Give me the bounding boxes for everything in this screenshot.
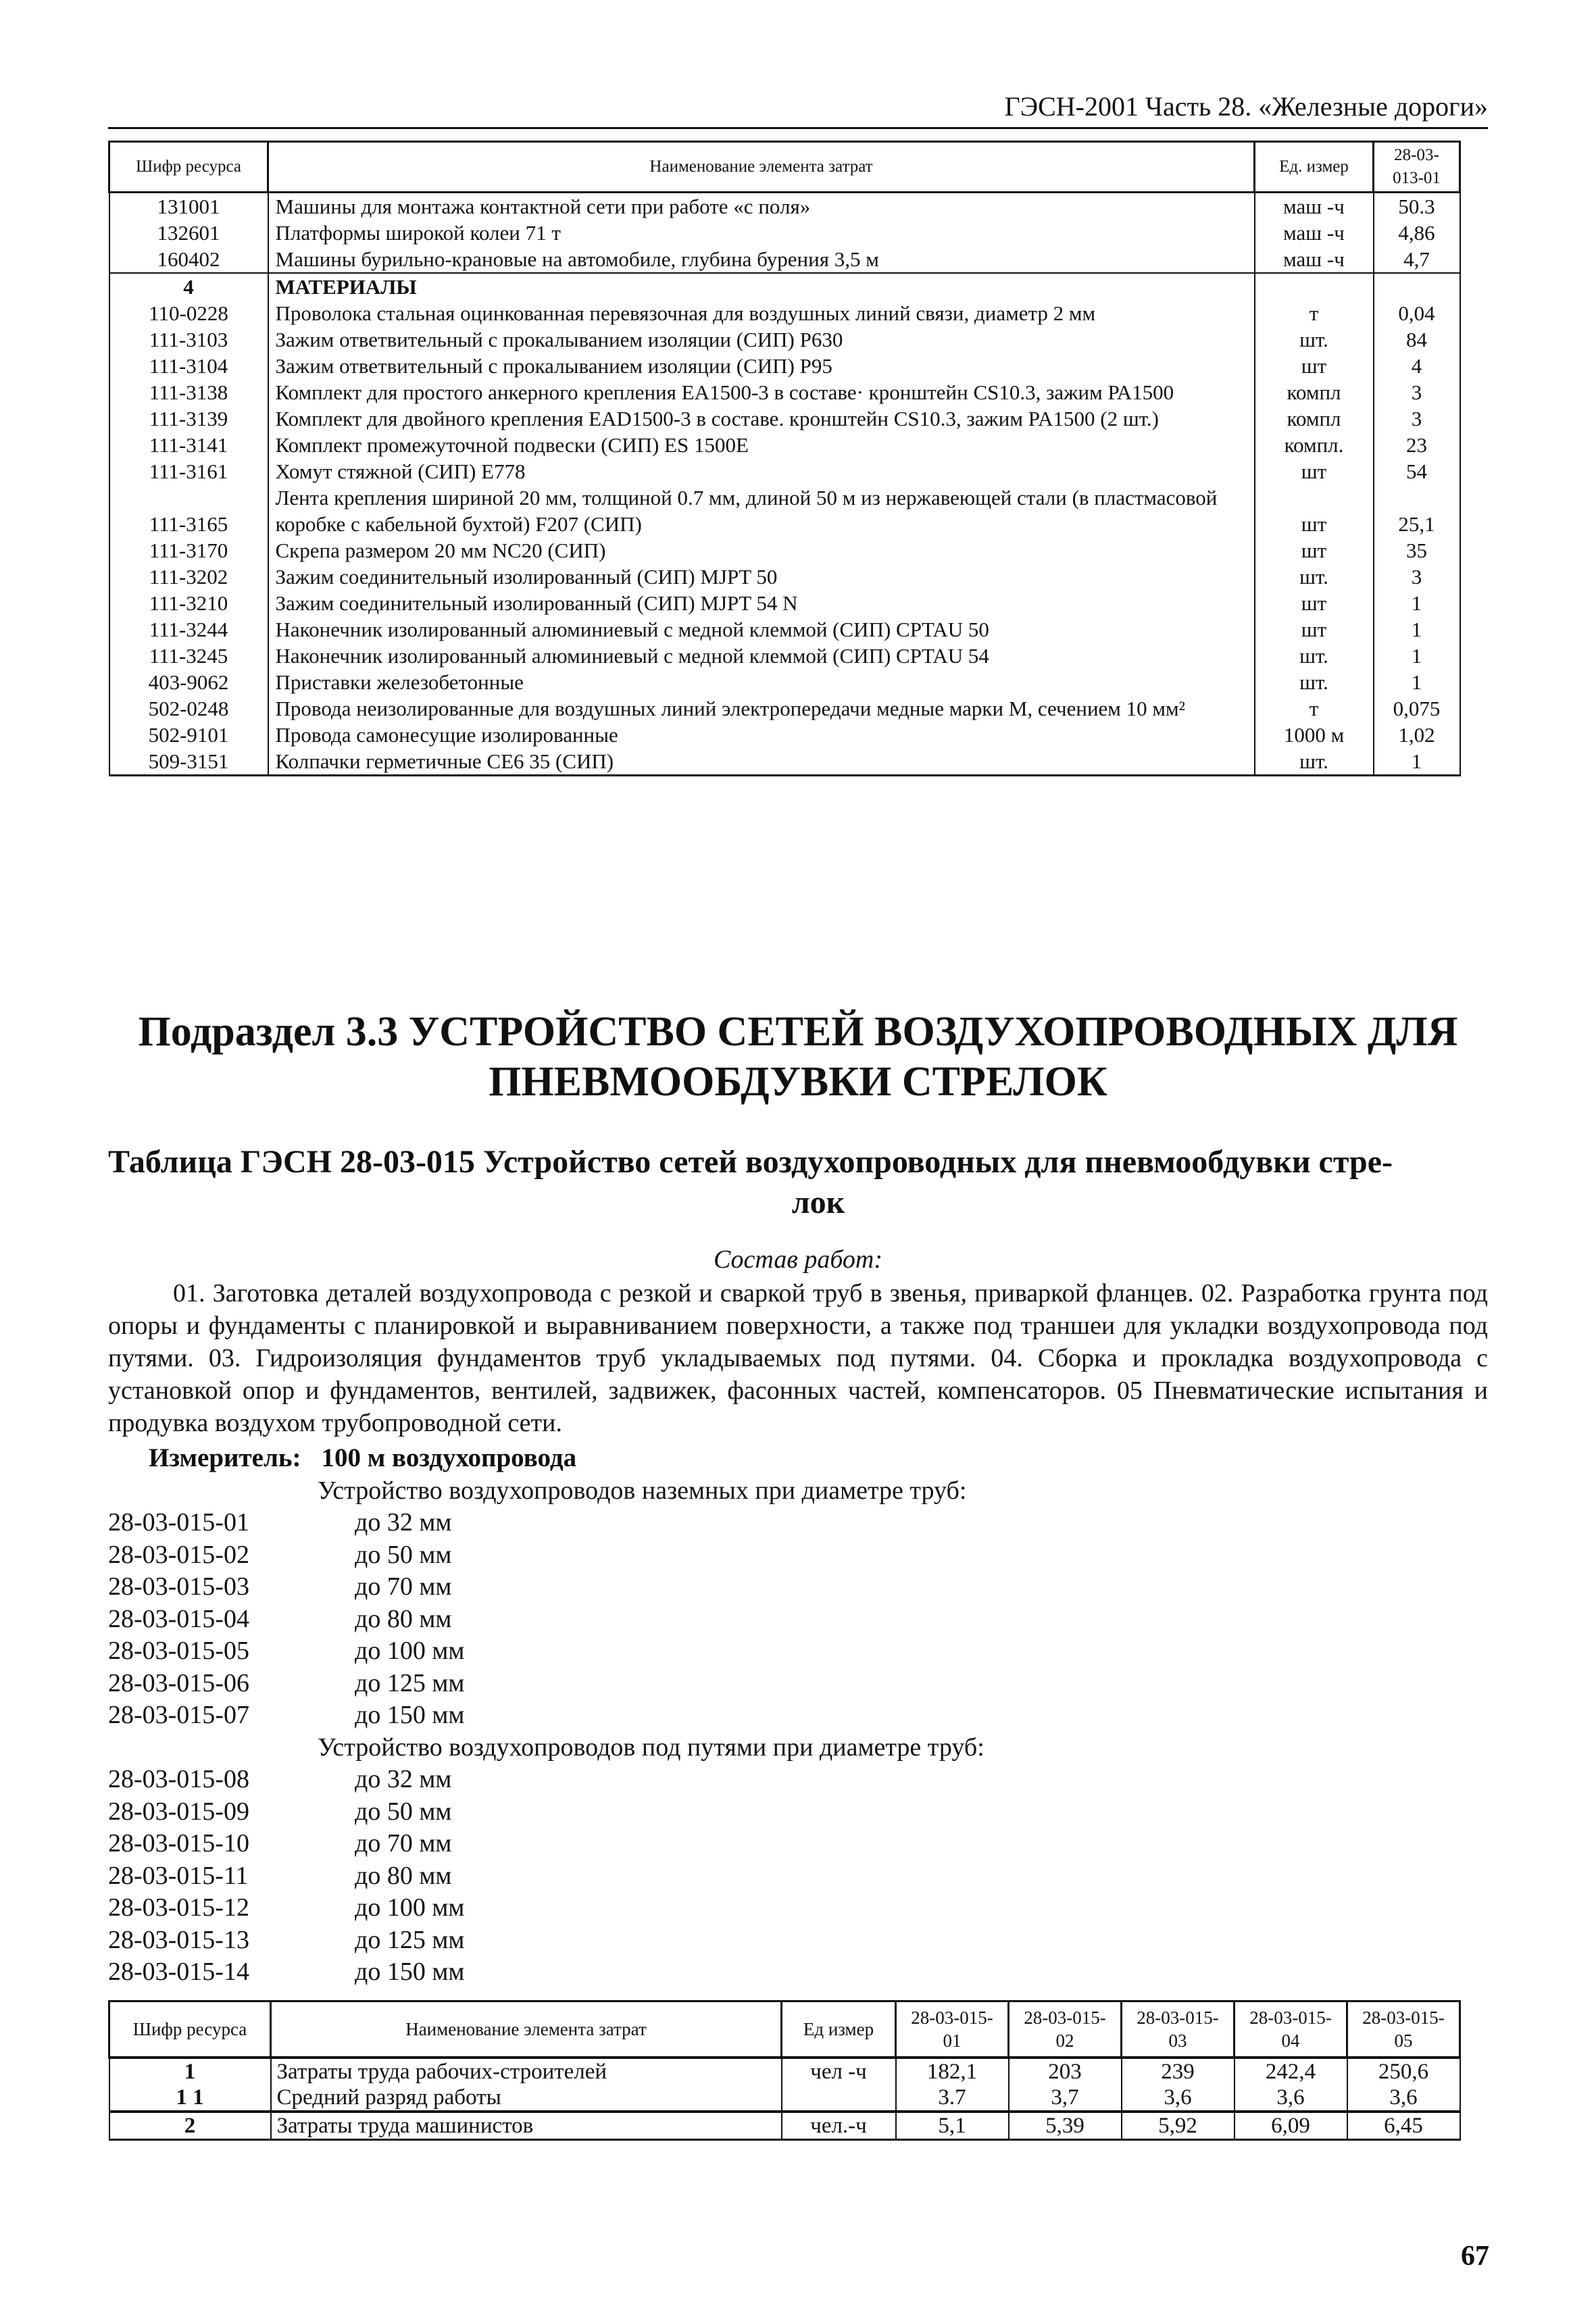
header-code: Шифр ресурса [109, 2001, 271, 2058]
cell-name: Хомут стяжной (СИП) Е778 [268, 458, 1255, 484]
cell-value: 5,92 [1122, 2112, 1235, 2140]
cell-unit: компл. [1255, 432, 1374, 458]
cell-unit: шт [1255, 590, 1374, 616]
cell-value: 3,6 [1347, 2085, 1460, 2112]
cell-unit: компл [1255, 405, 1374, 432]
cell-code: 131001 [109, 193, 268, 220]
item-diameter: до 32 мм [355, 1508, 452, 1537]
cell-unit [1255, 273, 1374, 300]
item-diameter: до 32 мм [355, 1765, 452, 1793]
item-code: 28-03-015-04 [108, 1604, 249, 1633]
cell-name: Наконечник изолированный алюминиевый с медной клеммой (СИП) CPTAU 50 [268, 616, 1255, 643]
item-diameter: до 100 мм [355, 1893, 465, 1922]
list-item [108, 1699, 716, 1732]
cell-value: 0,075 [1374, 695, 1460, 722]
cell-unit: шт. [1255, 564, 1374, 590]
resources-table-body [109, 193, 1460, 776]
table-row [109, 458, 1460, 484]
table-row [109, 537, 1460, 564]
table-row [109, 722, 1460, 748]
table-row [109, 590, 1460, 616]
list-item [108, 1764, 716, 1796]
table-row [109, 695, 1460, 722]
item-diameter: до 125 мм [355, 1925, 465, 1954]
cell-value: 3,7 [1009, 2085, 1122, 2112]
item-diameter: до 50 мм [355, 1797, 452, 1826]
cell-code: 111-3139 [109, 405, 268, 432]
list-item [108, 1603, 716, 1636]
cell-name: Зажим соединительный изолированный (СИП) MJPT 50 [268, 564, 1255, 590]
header-name: Наименование элемента затрат [271, 2001, 782, 2058]
list-item [108, 1635, 716, 1668]
cell-unit: маш -ч [1255, 220, 1374, 246]
group-heading-surface: Устройство воздухопроводов наземных при диаметре труб: [318, 1476, 967, 1505]
cell-unit: т [1255, 300, 1374, 326]
cell-name: Средний разряд работы [271, 2085, 782, 2112]
item-code: 28-03-015-12 [108, 1893, 249, 1922]
cell-value: 239 [1122, 2058, 1235, 2085]
resources-table-015-body [109, 2058, 1460, 2140]
table-title [108, 1142, 1488, 1223]
cell-name: Проволока стальная оцинкованная перевязочная для воздушных линий связи, диаметр 2 мм [268, 300, 1255, 326]
cell-name: МАТЕРИАЛЫ [268, 273, 1255, 300]
cell-value: 23 [1374, 432, 1460, 458]
cell-name: Скрепа размером 20 мм NC20 (СИП) [268, 537, 1255, 564]
cell-unit: компл [1255, 379, 1374, 405]
table-row [109, 353, 1460, 379]
cell-value: 54 [1374, 458, 1460, 484]
item-code: 28-03-015-02 [108, 1540, 249, 1569]
table-row [109, 748, 1460, 776]
cell-code: 4 [109, 273, 268, 300]
header-name: Наименование элемента затрат [268, 142, 1255, 193]
header-unit: Ед измер [782, 2001, 896, 2058]
cell-name: Колпачки герметичные СЕ6 35 (СИП) [268, 748, 1255, 776]
cell-code: 111-3210 [109, 590, 268, 616]
cell-value [1374, 273, 1460, 300]
header-code: Шифр ресурса [109, 142, 268, 193]
cell-value: 6,45 [1347, 2112, 1460, 2140]
cell-name: Приставки железобетонные [268, 669, 1255, 695]
table-row [109, 432, 1460, 458]
cell-unit: шт [1255, 353, 1374, 379]
item-code: 28-03-015-14 [108, 1958, 249, 1986]
cell-code: 111-3104 [109, 353, 268, 379]
cell-value: 1,02 [1374, 722, 1460, 748]
group-heading-under-tracks: Устройство воздухопроводов под путями при диаметре труб: [318, 1733, 984, 1762]
item-diameter: до 50 мм [355, 1540, 452, 1569]
cell-code: 160402 [109, 246, 268, 273]
table-row [109, 643, 1460, 669]
cell-unit: т [1255, 695, 1374, 722]
resources-table-continued [108, 141, 1461, 776]
header-col: 28-03-015-05 [1347, 2001, 1460, 2058]
cell-value: 25,1 [1374, 484, 1460, 537]
cell-value: 182,1 [896, 2058, 1009, 2085]
cell-value: 35 [1374, 537, 1460, 564]
cell-unit: шт [1255, 616, 1374, 643]
header-col: 28-03-015-04 [1235, 2001, 1347, 2058]
cell-value: 1 [1374, 748, 1460, 776]
item-list-under-tracks [108, 1764, 716, 1989]
cell-value: 1 [1374, 669, 1460, 695]
header-col: 28-03-015-03 [1122, 2001, 1235, 2058]
cell-code: 502-9101 [109, 722, 268, 748]
cell-unit: шт. [1255, 326, 1374, 353]
item-code: 28-03-015-10 [108, 1829, 249, 1858]
section-title: Подраздел 3.3 УСТРОЙСТВО СЕТЕЙ ВОЗДУХОПРОВОДНЫХ ДЛЯ ПНЕВМООБДУВКИ СТРЕЛОК [138, 1009, 1458, 1105]
list-item [108, 1571, 716, 1603]
table-row [109, 616, 1460, 643]
cell-code: 1 [109, 2058, 271, 2085]
cell-value: 1 [1374, 616, 1460, 643]
header-unit: Ед. измер [1255, 142, 1374, 193]
table-row [109, 669, 1460, 695]
cell-unit: маш -ч [1255, 246, 1374, 273]
table-row [109, 246, 1460, 273]
cell-value: 3,6 [1235, 2085, 1347, 2112]
item-code: 28-03-015-01 [108, 1508, 249, 1537]
item-diameter: до 80 мм [355, 1861, 452, 1890]
measure-label: Измеритель: [149, 1443, 301, 1472]
running-head: ГЭСН-2001 Часть 28. «Железные дороги» [108, 86, 1488, 129]
cell-code: 509-3151 [109, 748, 268, 776]
cell-name: Зажим ответвительный с прокалыванием изоляции (СИП) Р630 [268, 326, 1255, 353]
cell-value: 6,09 [1235, 2112, 1347, 2140]
cell-unit: шт. [1255, 643, 1374, 669]
table-row [109, 2058, 1460, 2085]
cell-name: Наконечник изолированный алюминиевый с медной клеммой (СИП) CPTAU 54 [268, 643, 1255, 669]
table-row [109, 405, 1460, 432]
cell-code: 111-3170 [109, 537, 268, 564]
list-item [108, 1892, 716, 1924]
cell-name: Комплект промежуточной подвески (СИП) ES 1500E [268, 432, 1255, 458]
item-list-surface [108, 1507, 716, 1732]
list-item [108, 1956, 716, 1989]
table-row [109, 484, 1460, 537]
cell-value: 203 [1009, 2058, 1122, 2085]
cell-code: 132601 [109, 220, 268, 246]
cell-unit: шт [1255, 537, 1374, 564]
cell-code: 110-0228 [109, 300, 268, 326]
item-diameter: до 125 мм [355, 1668, 465, 1697]
header-col: 28-03-015-02 [1009, 2001, 1122, 2058]
list-item [108, 1507, 716, 1539]
measure-line [149, 1443, 576, 1474]
table-row [109, 300, 1460, 326]
cell-unit: чел.-ч [782, 2112, 896, 2140]
table-row [109, 2085, 1460, 2112]
cell-unit: маш -ч [1255, 193, 1374, 220]
composition-heading: Состав работ: [713, 1245, 883, 1274]
cell-value: 4 [1374, 353, 1460, 379]
item-code: 28-03-015-13 [108, 1925, 249, 1954]
cell-unit: чел -ч [782, 2058, 896, 2085]
cell-value: 250,6 [1347, 2058, 1460, 2085]
cell-name: Машины для монтажа контактной сети при работе «с поля» [268, 193, 1255, 220]
cell-code: 111-3165 [109, 484, 268, 537]
page-number: 67 [1461, 2241, 1489, 2272]
cell-value: 3 [1374, 564, 1460, 590]
cell-name: Зажим ответвительный с прокалыванием изоляции (СИП) Р95 [268, 353, 1255, 379]
cell-unit: 1000 м [1255, 722, 1374, 748]
item-code: 28-03-015-11 [108, 1861, 249, 1890]
header-col: 28-03-015-01 [896, 2001, 1009, 2058]
cell-name: Машины бурильно-крановые на автомобиле, глубина бурения 3,5 м [268, 246, 1255, 273]
cell-value: 84 [1374, 326, 1460, 353]
cell-value: 3 [1374, 405, 1460, 432]
item-code: 28-03-015-09 [108, 1797, 249, 1826]
cell-value: 3.7 [896, 2085, 1009, 2112]
table-title-line2: лок [791, 1185, 845, 1220]
cell-code: 111-3245 [109, 643, 268, 669]
cell-name: Провода самонесущие изолированные [268, 722, 1255, 748]
cell-value: 1 [1374, 643, 1460, 669]
cell-code: 111-3244 [109, 616, 268, 643]
cell-value: 0,04 [1374, 300, 1460, 326]
list-item [108, 1828, 716, 1860]
list-item [108, 1924, 716, 1957]
cell-code: 502-0248 [109, 695, 268, 722]
cell-name: Затраты труда рабочих-строителей [271, 2058, 782, 2085]
item-code: 28-03-015-08 [108, 1765, 249, 1793]
list-item [108, 1668, 716, 1700]
cell-name: Провода неизолированные для воздушных линий электропередачи медные марки М, сечением 10 мм² [268, 695, 1255, 722]
cell-value: 242,4 [1235, 2058, 1347, 2085]
table-row [109, 379, 1460, 405]
item-diameter: до 150 мм [355, 1958, 465, 1986]
cell-name: Зажим соединительный изолированный (СИП) MJPT 54 N [268, 590, 1255, 616]
cell-value: 4,7 [1374, 246, 1460, 273]
item-diameter: до 80 мм [355, 1604, 452, 1633]
table-row [109, 326, 1460, 353]
table-row [109, 564, 1460, 590]
cell-code: 111-3141 [109, 432, 268, 458]
cell-code: 403-9062 [109, 669, 268, 695]
cell-name: Комплект для простого анкерного крепления ЕА1500-3 в составе· кронштейн CS10.3, зажим РА1500 [268, 379, 1255, 405]
cell-unit [782, 2085, 896, 2112]
table-row [109, 273, 1460, 300]
list-item [108, 1796, 716, 1828]
cell-unit: шт [1255, 484, 1374, 537]
resources-table-015 [108, 2000, 1461, 2141]
cell-value: 1 [1374, 590, 1460, 616]
item-diameter: до 100 мм [355, 1637, 465, 1665]
item-code: 28-03-015-07 [108, 1701, 249, 1729]
item-diameter: до 70 мм [355, 1572, 452, 1601]
list-item [108, 1860, 716, 1893]
composition-text: 01. Заготовка деталей воздухопровода с резкой и сваркой труб в звенья, приваркой фланцев. 02. Разработка грунта под опоры и фундаменты с планировкой и выравниванием поверхности, а также под траншеи для укладки воздухопровода под путями. 03. Гидроизоляция фундаментов труб укладываемых под путями. 04. Сборка и прокладка воздухопровода с установкой опор и фундаментов, вентилей, задвижек, фасонных частей, компенсаторов. 05 Пневматические испытания и продувка воздухом трубопроводной сети. [108, 1279, 1488, 1437]
item-code: 28-03-015-03 [108, 1572, 249, 1601]
table-row [109, 193, 1460, 220]
cell-name: Платформы широкой колеи 71 т [268, 220, 1255, 246]
cell-unit: шт. [1255, 669, 1374, 695]
cell-code: 111-3161 [109, 458, 268, 484]
cell-code: 111-3202 [109, 564, 268, 590]
cell-unit: шт. [1255, 748, 1374, 776]
table-title-line1: Таблица ГЭСН 28-03-015 Устройство сетей воздухопроводных для пневмообдувки стре- [108, 1144, 1393, 1180]
header-col: 28-03-013-01 [1374, 142, 1460, 193]
cell-name: Комплект для двойного крепления EAD1500-3 в составе. кронштейн CS10.3, зажим PA1500 (2 шт.) [268, 405, 1255, 432]
cell-name: Затраты труда машинистов [271, 2112, 782, 2140]
table-row [109, 220, 1460, 246]
cell-value: 50.3 [1374, 193, 1460, 220]
cell-code: 2 [109, 2112, 271, 2140]
item-code: 28-03-015-05 [108, 1637, 249, 1665]
cell-code: 111-3138 [109, 379, 268, 405]
cell-code: 1 1 [109, 2085, 271, 2112]
item-diameter: до 150 мм [355, 1701, 465, 1729]
cell-value: 5,1 [896, 2112, 1009, 2140]
table-row [109, 2112, 1460, 2140]
item-code: 28-03-015-06 [108, 1668, 249, 1697]
cell-value: 4,86 [1374, 220, 1460, 246]
list-item [108, 1539, 716, 1572]
cell-code: 111-3103 [109, 326, 268, 353]
cell-value: 5,39 [1009, 2112, 1122, 2140]
cell-value: 3 [1374, 379, 1460, 405]
cell-name: Лента крепления шириной 20 мм, толщиной 0.7 мм, длиной 50 м из нержавеющей стали (в пластмасовой коробке с кабельной бухтой) F207 (СИП) [268, 484, 1255, 537]
item-diameter: до 70 мм [355, 1829, 452, 1858]
cell-unit: шт [1255, 458, 1374, 484]
cell-value: 3,6 [1122, 2085, 1235, 2112]
measure-value: 100 м воздухопровода [321, 1443, 577, 1472]
